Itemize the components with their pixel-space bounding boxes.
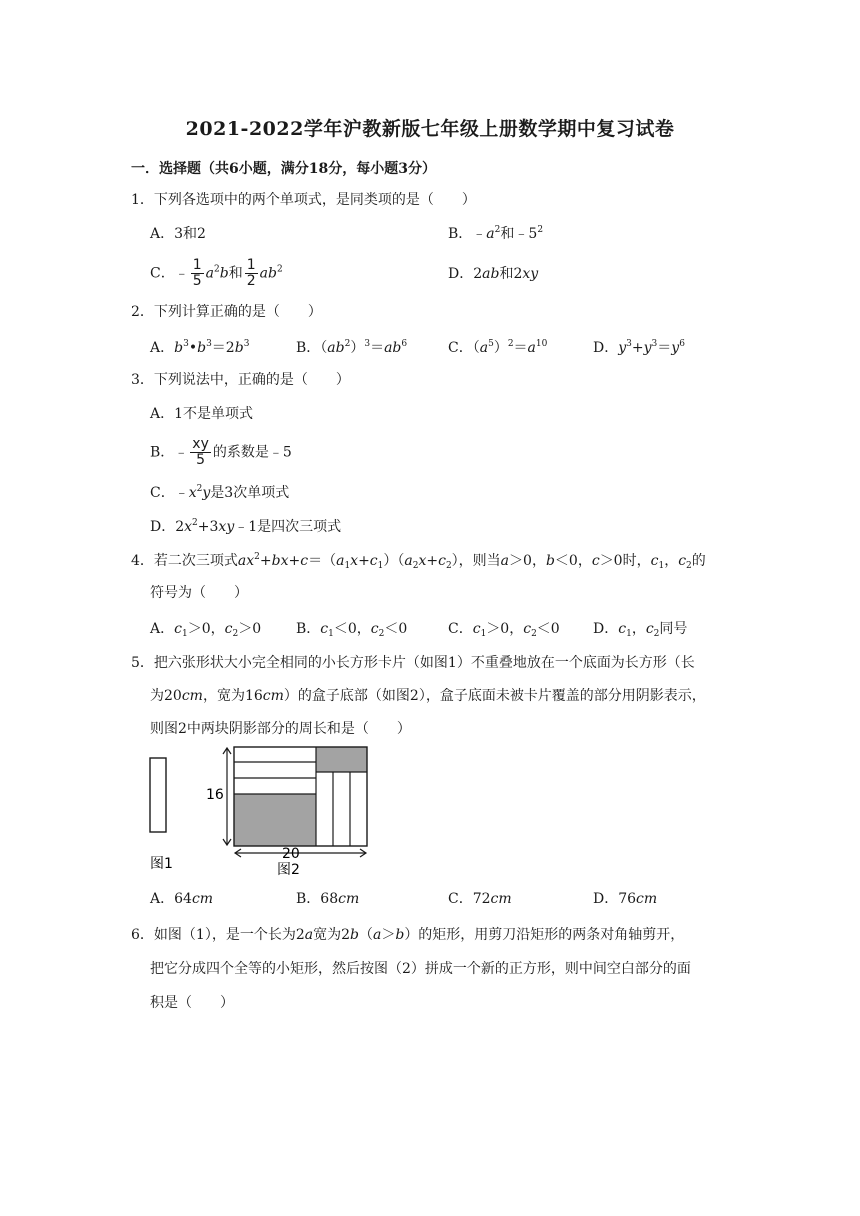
q1-option-b: B．$﹣a^2$和$﹣5^2$ [448,225,544,242]
question-4-stem: 4．若二次三项式$ax^2+bx+c=(a_1x+c_1)(a_2x+c_2)$，则当a＞0，b＜0，c＞0时，$c_1$，$c_2$的 [131,552,706,571]
question-5-stem-line-3: 则图2中两块阴影部分的周长和是（ ） [150,721,411,737]
question-3-stem: 3．下列说法中，正确的是（ ） [131,372,350,388]
q5-option-d: D．76cm [593,891,658,907]
q1-option-a: A．3和2 [150,226,206,242]
question-6-stem-line-1: 6．如图（1），是一个长为2a宽为2b（a＞b）的矩形，用剪刀沿矩形的两条对角轴剪开， [131,927,685,943]
q4-option-a: A．$c_1>0$，$c_2>0$ [150,621,262,639]
section-heading: 一．选择题（共6小题，满分18分，每小题3分） [131,161,436,177]
q3-option-d: D．$2x^2+3xy﹣1$是四次三项式 [150,518,342,535]
q5-option-a: A．64cm [150,891,214,907]
q3-option-b: B．﹣ $\frac{xy}{5}$ 的系数是﹣5 [150,436,292,468]
figure-1-card [150,758,166,832]
q4-option-d: D．$c_1$，$c_2$同号 [593,621,688,639]
question-5-figure [146,744,378,882]
question-1-stem: 1．下列各选项中的两个单项式，是同类项的是（ ） [131,192,476,208]
question-6-stem-line-2: 把它分成四个全等的小矩形，然后按图（2）拼成一个新的正方形，则中间空白部分的面 [150,961,691,977]
q2-option-c: C．$(a^5)^2=a^{10}$ [448,339,548,356]
fraction-one-half: $\frac{1}{2}$ [246,257,256,289]
exam-title: 2021-2022学年沪教新版七年级上册数学期中复习试卷 [185,118,675,140]
question-5-stem-line-2: 为20cm，宽为16cm）的盒子底部（如图2），盒子底面未被卡片覆盖的部分用阴影表示， [150,688,706,704]
q3-option-a: A．1不是单项式 [150,406,254,422]
question-5-stem-line-1: 5．把六张形状大小完全相同的小长方形卡片（如图1）不重叠地放在一个底面为长方形（长 [131,655,695,671]
q1-option-d: D．2ab和2xy [448,266,539,282]
width-label: 20 [282,846,300,862]
question-2-stem: 2．下列计算正确的是（ ） [131,304,322,320]
q2-option-a: A．$b^3•b^3=2b^3$ [150,339,250,356]
shaded-region-top-right [316,747,367,772]
q4-option-c: C．$c_1>0$，$c_2<0$ [448,621,560,639]
figure-2-label: 图2 [277,862,300,878]
question-4-stem-line-2: 符号为（ ） [150,585,248,601]
q2-option-b: B．$(ab^2)^3=ab^6$ [296,339,408,356]
shaded-region-bottom-left [234,794,316,846]
fraction-xy-over-5: $\frac{xy}{5}$ [192,436,209,468]
fraction-one-fifth: $\frac{1}{5}$ [192,257,202,289]
q4-option-b: B．$c_1<0$，$c_2<0$ [296,621,408,639]
q2-option-d: D．$y^3+y^3=y^6$ [593,339,685,356]
height-label: 16 [206,787,224,803]
figure-1-label: 图1 [150,856,173,872]
q5-option-b: B．68cm [296,891,360,907]
q1-option-c: C．﹣ $\frac{1}{5}$ $a^2b$和 $\frac{1}{2}$ $ab^2$ [150,257,283,289]
q5-option-c: C．72cm [448,891,512,907]
question-6-stem-line-3: 积是（ ） [150,995,234,1011]
q3-option-c: C．$﹣x^2y$是3次单项式 [150,484,290,501]
